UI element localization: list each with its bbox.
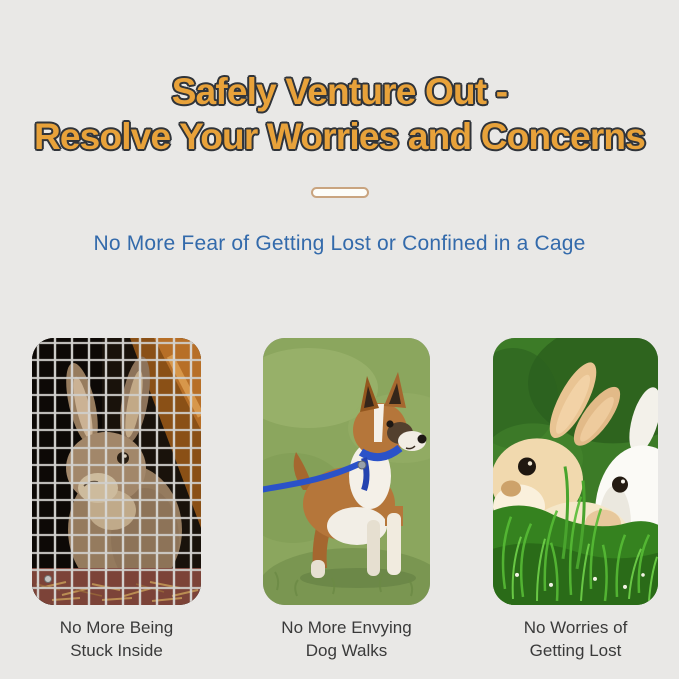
- rabbit-in-cage-illustration: [32, 338, 201, 605]
- card-getting-lost: [493, 338, 658, 662]
- caption-line-1: No More Being: [59, 618, 174, 637]
- caption-dog-walks: [263, 616, 430, 662]
- caption-line-2: Stuck Inside: [70, 641, 163, 660]
- card-dog-walks: [263, 338, 430, 662]
- puppy-on-leash-image: [263, 338, 430, 605]
- caption-line-1: No More Envying: [281, 618, 412, 637]
- subtitle-text: No More Fear of Getting Lost or Confined in a Cage: [93, 232, 586, 255]
- title-line-2: Resolve Your Worries and Concerns: [33, 115, 646, 157]
- hutch-floor: [32, 568, 201, 605]
- page-title: [0, 69, 679, 159]
- divider-pill-icon: [311, 187, 369, 198]
- title-line-1: Safely Venture Out -: [171, 70, 508, 112]
- caption-line-2: Dog Walks: [305, 641, 388, 660]
- caption-line-1: No Worries of: [523, 618, 628, 637]
- card-stuck-inside: [32, 338, 201, 662]
- rabbit-in-cage-image: [32, 338, 201, 605]
- caption-stuck-inside: [32, 616, 201, 662]
- bunnies-in-grass-illustration: [493, 338, 658, 605]
- caption-line-2: Getting Lost: [529, 641, 622, 660]
- puppy-on-leash-illustration: [263, 338, 430, 605]
- caption-getting-lost: [493, 616, 658, 662]
- bunnies-in-grass-image: [493, 338, 658, 605]
